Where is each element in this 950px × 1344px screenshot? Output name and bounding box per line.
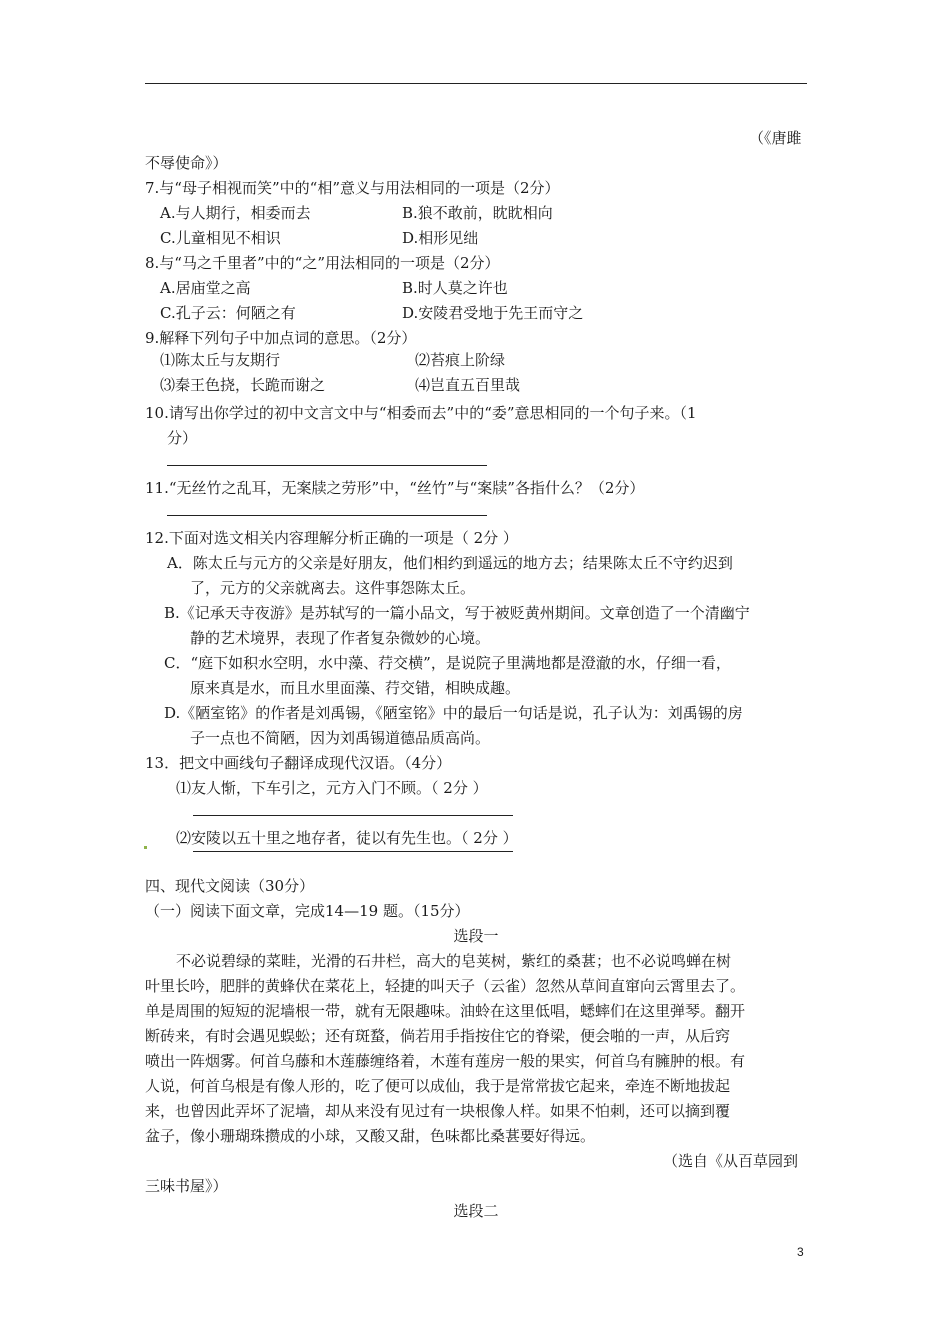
- q10-line-2: 分）: [167, 429, 198, 447]
- excerpt-1-line: 人说，何首乌根是有像人形的，吃了便可以成仙，我于是常常拔它起来，牵连不断地拔起: [145, 1077, 731, 1095]
- q11-stem: 11.“无丝竹之乱耳，无案牍之劳形”中，“丝竹”与“案牍”各指什么？（2分）: [145, 479, 645, 497]
- q9-item-4: ⑷岂直五百里哉: [415, 376, 521, 394]
- q12-option-a-1: A．陈太丘与元方的父亲是好朋友，他们相约到遥远的地方去；结果陈太丘不守约迟到: [167, 554, 733, 572]
- q13-answer-line-1: [193, 815, 513, 816]
- excerpt-1-line: 叶里长吟，肥胖的黄蜂伏在菜花上，轻捷的叫天子（云雀）忽然从草间直窜向云霄里去了。: [145, 977, 746, 995]
- q8-stem: 8.与“马之千里者”中的“之”用法相同的一项是（2分）: [145, 254, 500, 272]
- q8-option-a: A.居庙堂之高: [160, 279, 251, 297]
- q10-line-1: 10.请写出你学过的初中文言文中与“相委而去”中的“委”意思相同的一个句子来。（1: [145, 404, 697, 422]
- q11-answer-line: [167, 515, 487, 516]
- excerpt-2-title: 选段二: [453, 1202, 499, 1220]
- excerpt-1-line: 来，也曾因此弄坏了泥墙，却从来没有见过有一块根像人样。如果不怕刺，还可以摘到覆: [145, 1102, 731, 1120]
- q12-option-d-1: D.《陋室铭》的作者是刘禹锡，《陋室铭》中的最后一句话是说，孔子认为：刘禹锡的房: [164, 704, 743, 722]
- q9-item-3: ⑶秦王色挠，长跪而谢之: [160, 376, 326, 394]
- header-rule: [145, 83, 807, 84]
- q12-stem: 12.下面对选文相关内容理解分析正确的一项是（ 2分 ）: [145, 529, 518, 547]
- q9-stem: 9.解释下列句子中加点词的意思。（2分）: [145, 329, 417, 347]
- excerpt-1-line: 不必说碧绿的菜畦，光滑的石井栏，高大的皂荚树，紫红的桑葚；也不必说鸣蝉在树: [176, 952, 732, 970]
- section-4-heading: 四、现代文阅读（30分）: [145, 877, 315, 895]
- source-lu-cont: 三味书屋》）: [145, 1177, 228, 1195]
- q9-item-2: ⑵苔痕上阶绿: [415, 351, 506, 369]
- q7-option-d: D.相形见绌: [402, 229, 479, 247]
- q8-option-c: C.孔子云：何陋之有: [160, 304, 296, 322]
- part-1-heading: （一）阅读下面文章，完成14—19 题。（15分）: [145, 902, 470, 920]
- q12-option-b-1: B.《记承天寺夜游》是苏轼写的一篇小品文，写于被贬黄州期间。文章创造了一个清幽宁: [164, 604, 750, 622]
- source-lu: （选自《从百草园到: [663, 1152, 799, 1170]
- q12-option-d-2: 子一点也不简陋，因为刘禹锡道德品质高尚。: [190, 729, 491, 747]
- excerpt-1-line: 盆子，像小珊瑚珠攒成的小球，又酸又甜，色味都比桑葚要好得远。: [145, 1127, 596, 1145]
- excerpt-1-line: 断砖来，有时会遇见蜈蚣；还有斑蝥，倘若用手指按住它的脊梁，便会啪的一声，从后窍: [145, 1027, 731, 1045]
- page-number: 3: [797, 1245, 804, 1259]
- q7-option-c: C.儿童相见不相识: [160, 229, 281, 247]
- q7-option-a: A.与人期行，相委而去: [160, 204, 311, 222]
- q13-sentence-1: ⑴友人惭，下车引之，元方入门不顾。（ 2分 ）: [176, 779, 488, 797]
- q8-option-b: B.时人莫之许也: [402, 279, 508, 297]
- q12-option-c-1: C．“庭下如积水空明，水中藻、荇交横”，是说院子里满地都是澄澈的水，仔细一看，: [164, 654, 731, 672]
- q10-answer-line: [167, 465, 487, 466]
- q7-option-b: B.狼不敢前，眈眈相向: [402, 204, 553, 222]
- q7-stem: 7.与“母子相视而笑”中的“相”意义与用法相同的一项是（2分）: [145, 179, 560, 197]
- excerpt-1-line: 喷出一阵烟雾。何首乌藤和木莲藤缠络着，木莲有莲房一般的果实，何首乌有臃肿的根。有: [145, 1052, 746, 1070]
- q12-option-c-2: 原来真是水，而且水里面藻、荇交错，相映成趣。: [190, 679, 521, 697]
- q12-option-b-2: 静的艺术境界，表现了作者复杂微妙的心境。: [190, 629, 491, 647]
- q12-option-a-2: 了，元方的父亲就离去。这件事怨陈太丘。: [190, 579, 476, 597]
- stray-mark: [144, 846, 147, 849]
- q8-option-d: D.安陵君受地于先王而守之: [402, 304, 584, 322]
- q13-sentence-2: ⑵安陵以五十里之地存者，徒以有先生也。（ 2分 ）: [176, 829, 518, 847]
- excerpt-1-title: 选段一: [453, 927, 499, 945]
- q13-stem: 13．把文中画线句子翻译成现代汉语。（4分）: [145, 754, 452, 772]
- q9-item-1: ⑴陈太丘与友期行: [160, 351, 281, 369]
- source-tang-cont: 不辱使命》）: [145, 154, 228, 172]
- excerpt-1-line: 单是周围的短短的泥墙根一带，就有无限趣味。油蛉在这里低唱，蟋蟀们在这里弹琴。翻开: [145, 1002, 746, 1020]
- source-tang: （《唐雎: [749, 129, 802, 147]
- q13-answer-line-2: [193, 851, 513, 852]
